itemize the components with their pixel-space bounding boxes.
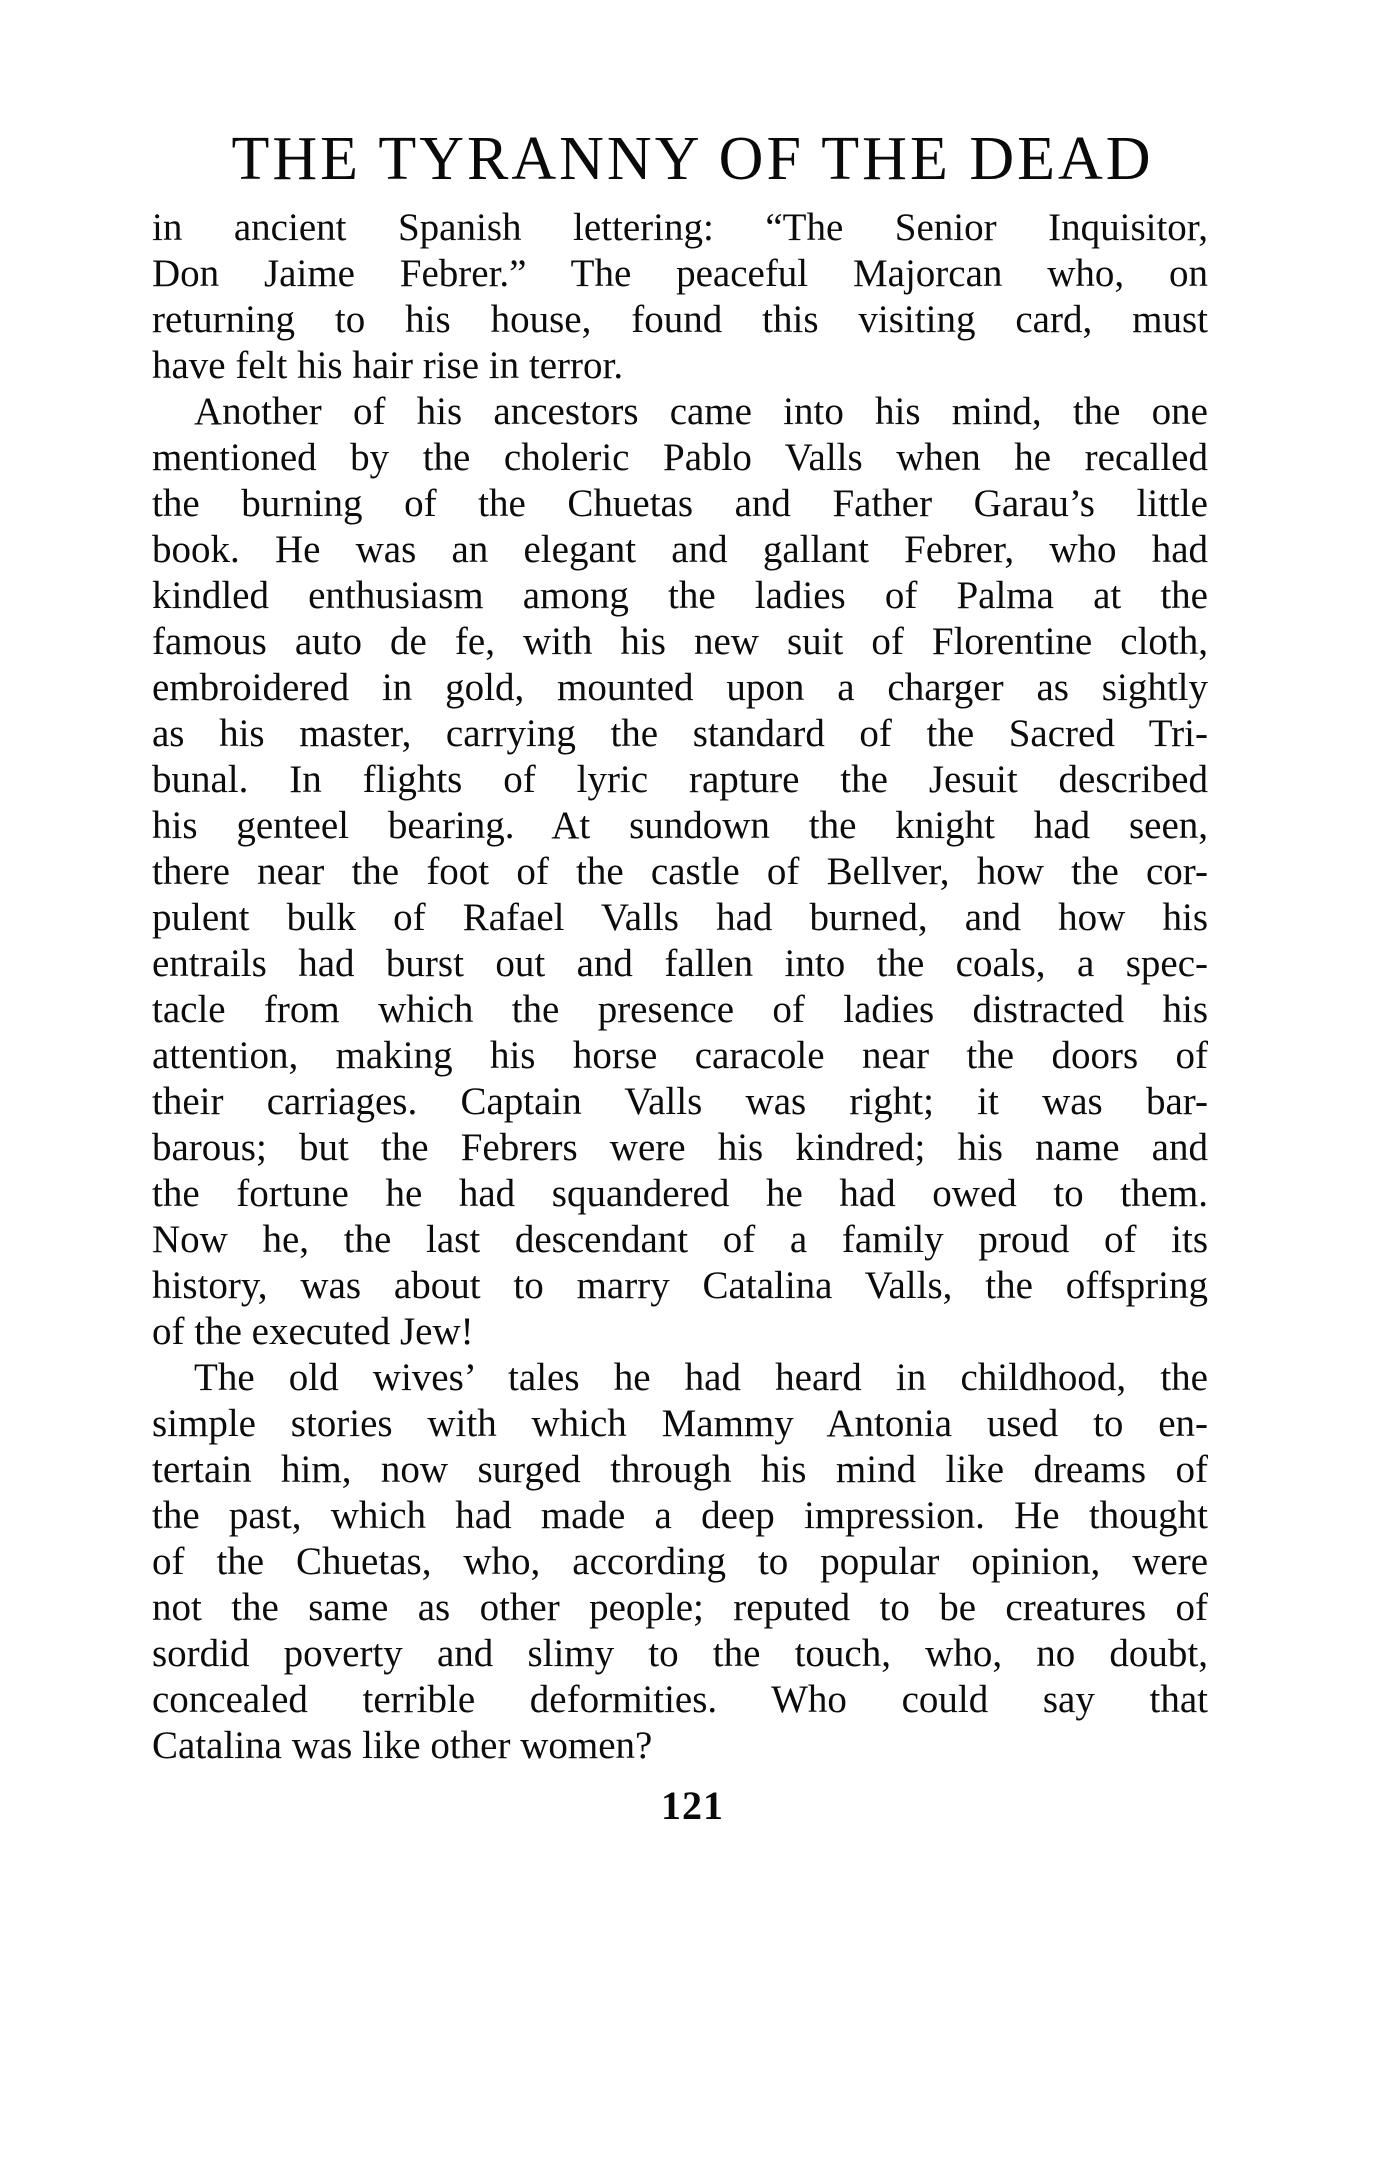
text-line: the fortune he had squandered he had owed to them. xyxy=(152,1172,1208,1215)
text-line: bunal. In flights of lyric rapture the Jesuit described xyxy=(152,758,1208,801)
text-line: of the executed Jew! xyxy=(152,1310,474,1353)
text-line: simple stories with which Mammy Antonia used to en- xyxy=(152,1402,1208,1445)
text-line: tacle from which the presence of ladies distracted his xyxy=(152,988,1208,1031)
text-line: mentioned by the choleric Pablo Valls when he recalled xyxy=(152,436,1208,479)
text-line: kindled enthusiasm among the ladies of Palma at the xyxy=(152,574,1208,617)
text-line: not the same as other people; reputed to be creatures of xyxy=(152,1586,1208,1629)
text-line: Don Jaime Febrer.” The peaceful Majorcan who, on xyxy=(152,252,1208,295)
text-line: The old wives’ tales he had heard in childhood, the xyxy=(194,1356,1208,1399)
text-line: attention, making his horse caracole near the doors of xyxy=(152,1034,1208,1077)
text-line: barous; but the Febrers were his kindred; his name and xyxy=(152,1126,1208,1169)
text-line: famous auto de fe, with his new suit of Florentine cloth, xyxy=(152,620,1208,663)
text-line: Now he, the last descendant of a family proud of its xyxy=(152,1218,1208,1261)
text-line: Catalina was like other women? xyxy=(152,1724,653,1767)
page-number: 121 xyxy=(661,1783,724,1828)
text-line: the past, which had made a deep impression. He thought xyxy=(152,1494,1208,1537)
text-line: as his master, carrying the standard of the Sacred Tri- xyxy=(152,712,1208,755)
text-line: Another of his ancestors came into his mind, the one xyxy=(194,390,1208,433)
text-line: tertain him, now surged through his mind like dreams of xyxy=(152,1448,1208,1491)
page-title: THE TYRANNY OF THE DEAD xyxy=(231,125,1154,193)
text-line: returning to his house, found this visiting card, must xyxy=(152,298,1208,341)
text-line: their carriages. Captain Valls was right; it was bar- xyxy=(152,1080,1208,1123)
text-line: his genteel bearing. At sundown the knight had seen, xyxy=(152,804,1208,847)
text-line: pulent bulk of Rafael Valls had burned, and how his xyxy=(152,896,1208,939)
text-line: sordid poverty and slimy to the touch, who, no doubt, xyxy=(152,1632,1208,1675)
text-line: embroidered in gold, mounted upon a charger as sightly xyxy=(152,666,1208,709)
text-line: the burning of the Chuetas and Father Garau’s little xyxy=(152,482,1208,525)
text-line: in ancient Spanish lettering: “The Senior Inquisitor, xyxy=(152,206,1208,249)
text-line: history, was about to marry Catalina Valls, the offspring xyxy=(152,1264,1208,1307)
text-line: entrails had burst out and fallen into the coals, a spec- xyxy=(152,942,1208,985)
text-line: there near the foot of the castle of Bellver, how the cor- xyxy=(152,850,1208,893)
text-line: have felt his hair rise in terror. xyxy=(152,344,624,387)
text-line: of the Chuetas, who, according to popular opinion, were xyxy=(152,1540,1208,1583)
text-line: concealed terrible deformities. Who could say that xyxy=(152,1678,1208,1721)
text-line: book. He was an elegant and gallant Febrer, who had xyxy=(152,528,1208,571)
page-body xyxy=(152,205,1208,1769)
